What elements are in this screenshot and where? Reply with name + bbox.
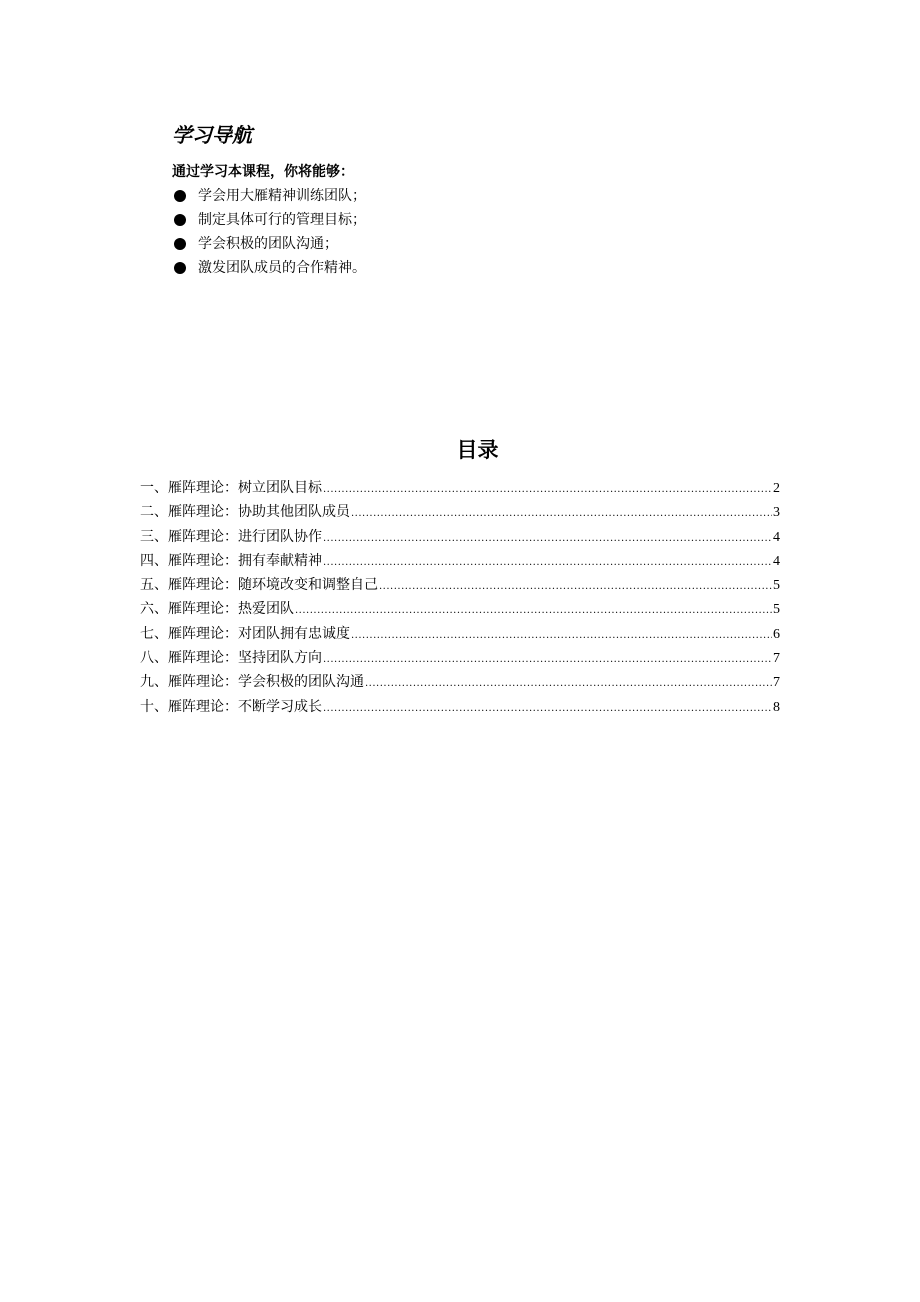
objective-item	[172, 256, 692, 280]
dot-leader	[351, 624, 772, 648]
learning-navigation	[172, 118, 692, 280]
toc-entry-label: 一、雁阵理论：树立团队目标	[140, 480, 322, 496]
toc-entry-page: 6	[773, 626, 780, 642]
toc-entry-page: 7	[773, 651, 780, 667]
objective-text: 制定具体可行的管理目标；	[198, 212, 366, 228]
toc-entry-label: 九、雁阵理论：学会积极的团队沟通	[140, 674, 364, 691]
navigation-intro: 通过学习本课程，你将能够：	[172, 164, 354, 180]
toc-entry-label: 六、雁阵理论：热爱团队	[140, 601, 294, 618]
toc-entry-label: 十、雁阵理论：不断学习成长	[140, 698, 322, 715]
table-of-contents	[140, 476, 780, 719]
toc-entry[interactable]	[140, 549, 780, 573]
toc-title: 目录	[456, 438, 499, 462]
dot-leader	[323, 478, 772, 502]
toc-entry-page: 5	[773, 602, 780, 618]
dot-leader	[351, 502, 772, 526]
objective-text: 激发团队成员的合作精神。	[198, 260, 366, 276]
toc-entry-page: 4	[773, 553, 780, 569]
dot-leader	[295, 599, 772, 623]
objective-text: 学会用大雁精神训练团队；	[198, 188, 366, 204]
toc-entry[interactable]	[140, 622, 780, 646]
bullet-icon	[174, 190, 186, 202]
toc-entry[interactable]	[140, 525, 780, 549]
objective-item	[172, 184, 692, 208]
toc-entry-label: 四、雁阵理论：拥有奉献精神	[140, 552, 322, 569]
toc-entry[interactable]	[140, 695, 780, 719]
bullet-icon	[174, 214, 186, 226]
toc-entry-page: 2	[773, 481, 780, 496]
toc-entry-label: 三、雁阵理论：进行团队协作	[140, 528, 322, 545]
objective-text: 学会积极的团队沟通；	[198, 236, 338, 252]
objective-item	[172, 208, 692, 232]
dot-leader	[323, 527, 772, 551]
toc-entry-label: 五、雁阵理论：随环境改变和调整自己	[140, 577, 378, 594]
toc-entry[interactable]	[140, 476, 780, 500]
toc-entry-page: 4	[773, 529, 780, 545]
toc-entry-label: 二、雁阵理论：协助其他团队成员	[140, 504, 350, 521]
dot-leader	[365, 672, 772, 696]
toc-entry-page: 7	[773, 675, 780, 691]
toc-entry-label: 七、雁阵理论：对团队拥有忠诚度	[140, 625, 350, 642]
dot-leader	[323, 648, 772, 672]
navigation-title: 学习导航	[172, 123, 252, 147]
toc-entry-page: 3	[773, 505, 780, 521]
bullet-icon	[174, 238, 186, 250]
toc-entry[interactable]	[140, 646, 780, 670]
dot-leader	[323, 697, 772, 721]
dot-leader	[379, 575, 772, 599]
toc-entry[interactable]	[140, 670, 780, 694]
objectives-list	[172, 184, 692, 280]
objective-item	[172, 232, 692, 256]
toc-entry-page: 8	[773, 699, 780, 715]
toc-entry-label: 八、雁阵理论：坚持团队方向	[140, 650, 322, 667]
toc-entry[interactable]	[140, 500, 780, 524]
toc-entry[interactable]	[140, 597, 780, 621]
dot-leader	[323, 551, 772, 575]
bullet-icon	[174, 262, 186, 274]
toc-entry-page: 5	[773, 578, 780, 594]
toc-entry[interactable]	[140, 573, 780, 597]
